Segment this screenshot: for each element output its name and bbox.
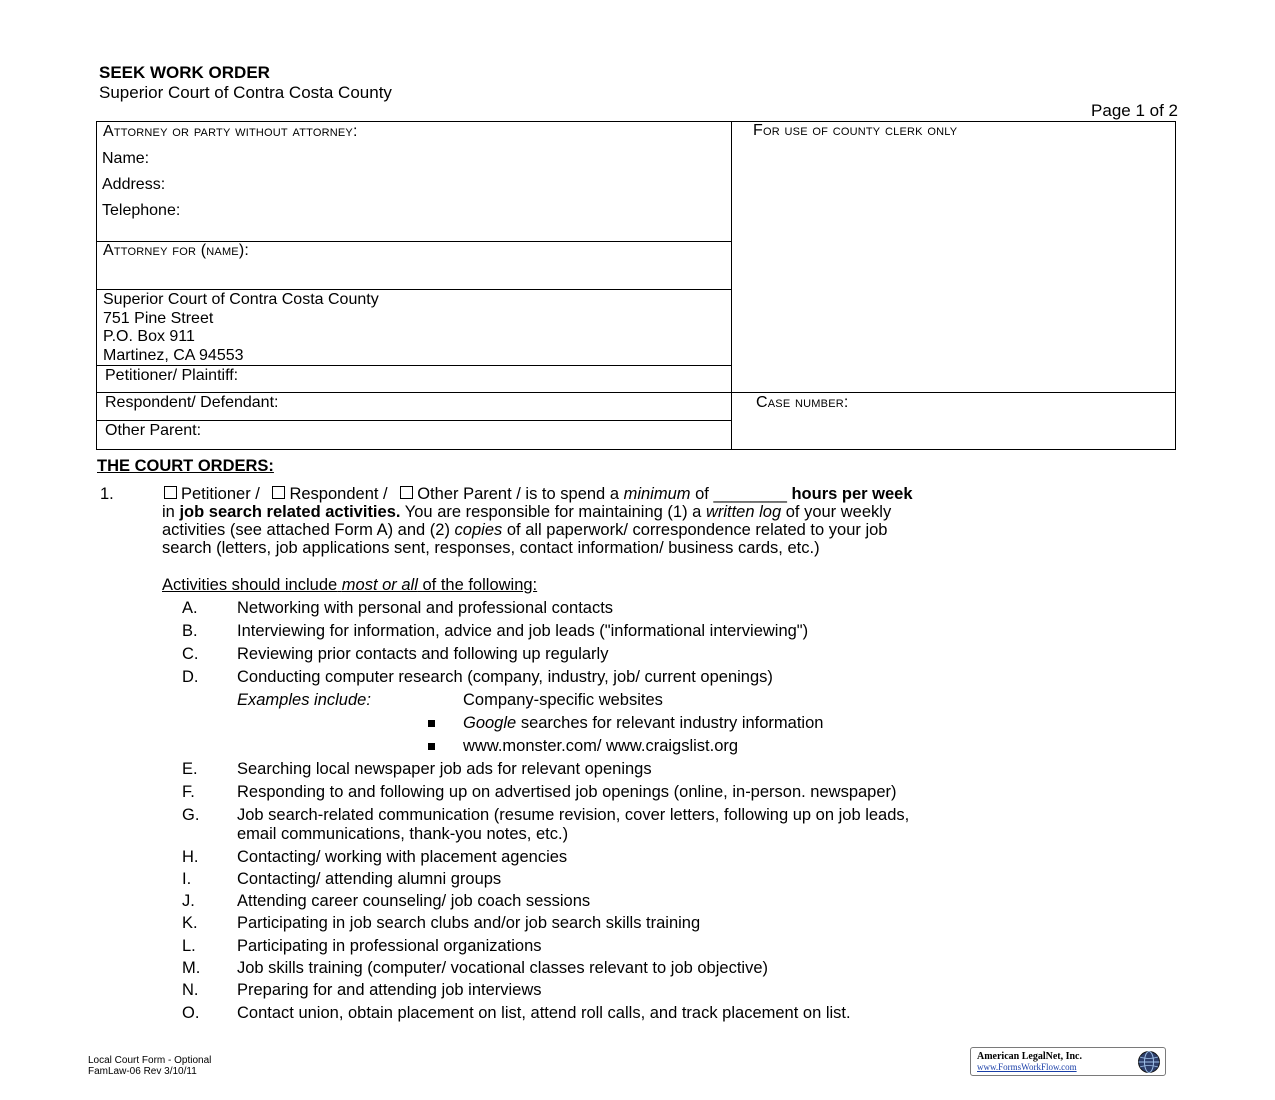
minimum-text: minimum [623, 485, 691, 503]
list-letter: C. [182, 645, 199, 663]
weekly-text: of your weekly [785, 503, 892, 521]
form-footer [88, 1055, 211, 1077]
address-field[interactable]: Address: [102, 176, 166, 193]
order-paragraph [162, 485, 1202, 557]
google-text: Google [463, 714, 517, 732]
bullet-icon [428, 743, 435, 750]
list-item: Participating in job search clubs and/or job search skills training [237, 914, 701, 932]
globe-icon [1137, 1050, 1161, 1074]
list-item: Participating in professional organizations [237, 937, 542, 955]
order-line [162, 521, 1202, 539]
footer-line: FamLaw-06 Rev 3/10/11 [88, 1066, 197, 1077]
list-letter: A. [182, 599, 198, 617]
example-item: Company-specific websites [463, 691, 663, 709]
list-item: Contacting/ working with placement agencies [237, 848, 568, 866]
activities-heading-text: of the following: [422, 576, 538, 594]
form-title: SEEK WORK ORDER [99, 63, 270, 82]
list-letter: D. [182, 668, 199, 686]
respondent-option: Respondent / [289, 485, 388, 503]
court-address-line: Martinez, CA 94553 [103, 346, 244, 364]
clerk-label: For use of county clerk only [753, 122, 958, 139]
hours-per-week-text: hours per week [791, 485, 913, 503]
list-item: Networking with personal and professional contacts [237, 599, 614, 617]
copies-text: copies [454, 521, 503, 539]
court-address-line: P.O. Box 911 [103, 328, 195, 345]
list-item: Job skills training (computer/ vocational classes relevant to job objective) [237, 959, 768, 977]
list-item: Preparing for and attending job interviews [237, 981, 542, 999]
list-letter: M. [182, 959, 201, 977]
order-line [162, 485, 1202, 503]
list-letter: N. [182, 981, 199, 999]
hours-blank[interactable]: of ________ [695, 485, 787, 503]
list-item: Interviewing for information, advice and job leads ("informational interviewing") [237, 622, 809, 640]
page-number: Page 1 of 2 [1091, 101, 1178, 120]
caption-rule [731, 392, 1175, 393]
list-item: Attending career counseling/ job coach sessions [237, 892, 591, 910]
orders-heading: THE COURT ORDERS: [97, 457, 274, 475]
petitioner-option: Petitioner / [181, 485, 260, 503]
written-log-text: written log [705, 503, 782, 521]
example-item: www.monster.com/ www.craigslist.org [463, 737, 739, 755]
name-field[interactable]: Name: [102, 150, 150, 167]
order-line: search (letters, job applications sent, responses, contact information/ business cards, etc.) [162, 539, 820, 557]
form-subtitle: Superior Court of Contra Costa County [99, 83, 392, 102]
list-letter: H. [182, 848, 199, 866]
caption-rule [97, 289, 731, 290]
paperwork-text: of all paperwork/ correspondence related to your job [506, 521, 888, 539]
list-letter: J. [182, 892, 195, 910]
list-item: Conducting computer research (company, industry, job/ current openings) [237, 668, 773, 686]
list-letter: G. [182, 806, 200, 824]
case-number-field[interactable]: Case number: [756, 394, 849, 411]
list-letter: F. [182, 783, 195, 801]
example-item [463, 714, 1163, 732]
caption-divider [731, 122, 732, 449]
petitioner-checkbox[interactable] [164, 486, 177, 499]
list-letter: E. [182, 760, 198, 778]
bullet-icon [428, 720, 435, 727]
caption-rule [97, 365, 731, 366]
list-item: Contacting/ attending alumni groups [237, 870, 502, 888]
other-parent-checkbox[interactable] [400, 486, 413, 499]
attorney-for-field[interactable]: Attorney for (name): [103, 242, 250, 259]
logo-name: American LegalNet, Inc. [977, 1051, 1082, 1062]
attorney-label: Attorney or party without attorney: [103, 123, 358, 140]
examples-label-text: Examples include: [237, 691, 371, 709]
list-item: Contact union, obtain placement on list, attend roll calls, and track placement on list. [237, 1004, 851, 1022]
item-number: 1. [100, 485, 114, 503]
other-parent-field[interactable]: Other Parent: [105, 422, 202, 439]
logo-url[interactable]: www.FormsWorkFlow.com [977, 1062, 1077, 1072]
footer-line: Local Court Form - Optional [88, 1055, 212, 1066]
list-item-continuation: email communications, thank-you notes, etc.) [237, 825, 569, 843]
list-letter: O. [182, 1004, 200, 1022]
list-item: Job search-related communication (resume revision, cover letters, following up on job leads, [237, 806, 910, 824]
caption-rule [97, 420, 731, 421]
court-address [103, 291, 379, 365]
petitioner-field[interactable]: Petitioner/ Plaintiff: [105, 367, 239, 384]
respondent-field[interactable]: Respondent/ Defendant: [105, 394, 279, 411]
court-address-line: Superior Court of Contra Costa County [103, 291, 379, 308]
list-letter: K. [182, 914, 198, 932]
telephone-field[interactable]: Telephone: [102, 202, 181, 219]
caption-rule [97, 392, 731, 393]
respondent-checkbox[interactable] [272, 486, 285, 499]
caption-box [96, 121, 1176, 450]
in-text: in [162, 503, 175, 521]
job-search-text: job search related activities. [179, 503, 401, 521]
activities-heading [162, 576, 537, 595]
list-item: Reviewing prior contacts and following up regularly [237, 645, 609, 663]
list-letter: L. [182, 937, 196, 955]
responsible-text: You are responsible for maintaining (1) a [404, 503, 702, 521]
other-parent-option: Other Parent / is to spend a [417, 485, 619, 503]
list-letter: I. [182, 870, 192, 888]
example-text: searches for relevant industry information [520, 714, 824, 732]
list-item: Responding to and following up on advertised job openings (online, in-person. newspaper) [237, 783, 897, 801]
activities-text: activities (see attached Form A) and (2) [162, 521, 450, 539]
activities-heading-emphasis: most or all [341, 576, 418, 594]
list-item: Searching local newspaper job ads for relevant openings [237, 760, 652, 778]
order-line [162, 503, 1202, 521]
list-letter: B. [182, 622, 198, 640]
court-address-line: 751 Pine Street [103, 309, 214, 327]
publisher-logo[interactable] [970, 1047, 1166, 1076]
activities-heading-text: Activities should include [162, 576, 338, 594]
